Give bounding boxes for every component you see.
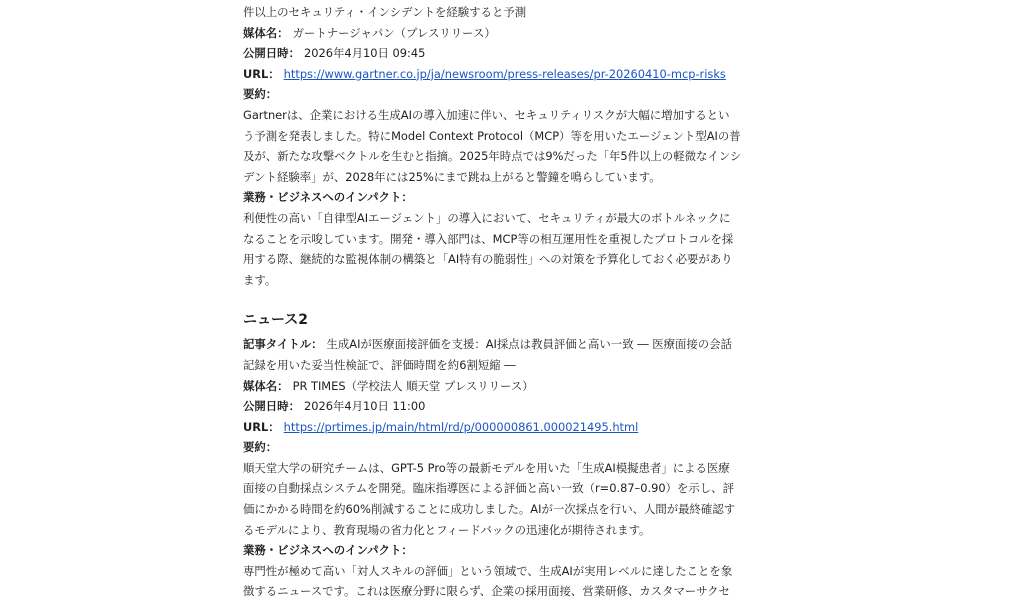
media-label: 媒体名： (243, 378, 289, 393)
news2-summary-line: 面接の自動採点システムを開発。臨床指導医による評価と高い一致（r=0.87–0.90）を示し、評 (243, 481, 734, 496)
news1-impact (243, 208, 753, 290)
news2-summary-line: 順天堂大学の研究チームは、GPT-5 Pro等の最新モデルを用いた「生成AI模擬患者」による医療 (243, 460, 730, 475)
news1-summary (243, 105, 753, 187)
summary-label: 要約： (243, 440, 278, 455)
news1-impact-line: ます。 (243, 272, 277, 287)
published-label: 公開日時： (243, 46, 300, 61)
news1-summary-line: デント経験率」が、2028年には25%にまで跳ね上がると警鐘を鳴らしています。 (243, 169, 661, 184)
url-label: URL： (243, 419, 280, 434)
news1-summary-line: 及が、新たな攻撃ベクトルを生むと指摘。2025年時点では9%だった「年5件以上の軽微なインシ (243, 149, 742, 164)
news2-impact (243, 561, 753, 602)
news1-media: ガートナージャパン（プレスリリース） (292, 25, 496, 40)
news2-published: 2026年4月10日 11:00 (303, 399, 426, 414)
impact-label: 業務・ビジネスへのインパクト： (243, 543, 413, 558)
news2-summary (243, 458, 753, 540)
news1-url-row (243, 64, 753, 85)
news2-media-row (243, 376, 753, 397)
document-body (243, 2, 753, 602)
news1-url-link[interactable]: https://www.gartner.co.jp/ja/newsroom/press-releases/pr-20260410-mcp-risks (283, 66, 726, 81)
news2-summary-line: るモデルにより、教育現場の省力化とフィードバックの迅速化が期待されます。 (243, 522, 651, 537)
news2-title-line: 生成AIが医療面接評価を支援：AI採点は教員評価と高い一致 ― 医療面接の会話 (326, 337, 732, 352)
news2-summary-label-row (243, 437, 753, 458)
news2-published-row (243, 396, 753, 417)
news1-summary-label-row (243, 84, 753, 105)
news2-summary-line: 価にかかる時間を約60%削減することに成功しました。AIが一次採点を行い、人間が最終確認す (243, 502, 736, 517)
news2-impact-line: 徴するニュースです。これは医療分野に限らず、企業の採用面接、営業研修、カスタマーサクセ (243, 584, 730, 599)
news2-heading: ニュース2 (243, 312, 309, 329)
summary-label: 要約： (243, 87, 278, 102)
news1-title-tail: 件以上のセキュリティ・インシデントを経験すると予測 (243, 5, 527, 19)
news1-impact-label-row (243, 187, 753, 208)
media-label: 媒体名： (243, 25, 289, 40)
news2-impact-line: 専門性が極めて高い「対人スキルの評価」という領域で、生成AIが実用レベルに達したことを象 (243, 563, 733, 578)
impact-label: 業務・ビジネスへのインパクト： (243, 190, 413, 205)
published-label: 公開日時： (243, 399, 300, 414)
news1-impact-line: なることを示唆しています。開発・導入部門は、MCP等の相互運用性を重視したプロトコルを採 (243, 231, 734, 246)
news2-title (243, 334, 753, 375)
news1-published-row (243, 43, 753, 64)
news2-title-line: 記録を用いた妥当性検証で、評価時間を約6割短縮 ― (243, 357, 516, 372)
news1-published: 2026年4月10日 09:45 (303, 46, 426, 61)
news2-media: PR TIMES（学校法人 順天堂 プレスリリース） (292, 378, 534, 393)
news2-impact-label-row (243, 540, 753, 561)
url-label: URL： (243, 66, 280, 81)
news1-media-row (243, 23, 753, 44)
article-title-label: 記事タイトル： (243, 337, 323, 352)
news2-url-row (243, 417, 753, 438)
news1-summary-line: う予測を発表しました。特にModel Context Protocol（MCP）等を用いたエージェント型AIの普 (243, 128, 741, 143)
news2-url-link[interactable]: https://prtimes.jp/main/html/rd/p/000000861.000021495.html (283, 419, 639, 434)
news1-impact-line: 用する際、継続的な監視体制の構築と「AI特有の脆弱性」への対策を予算化しておく必要があり (243, 252, 733, 267)
news1-impact-line: 利便性の高い「自律型AIエージェント」の導入において、セキュリティが最大のボトルネックに (243, 210, 731, 225)
news1-summary-line: Gartnerは、企業における生成AIの導入加速に伴い、セキュリティリスクが大幅に増加するとい (243, 107, 730, 122)
